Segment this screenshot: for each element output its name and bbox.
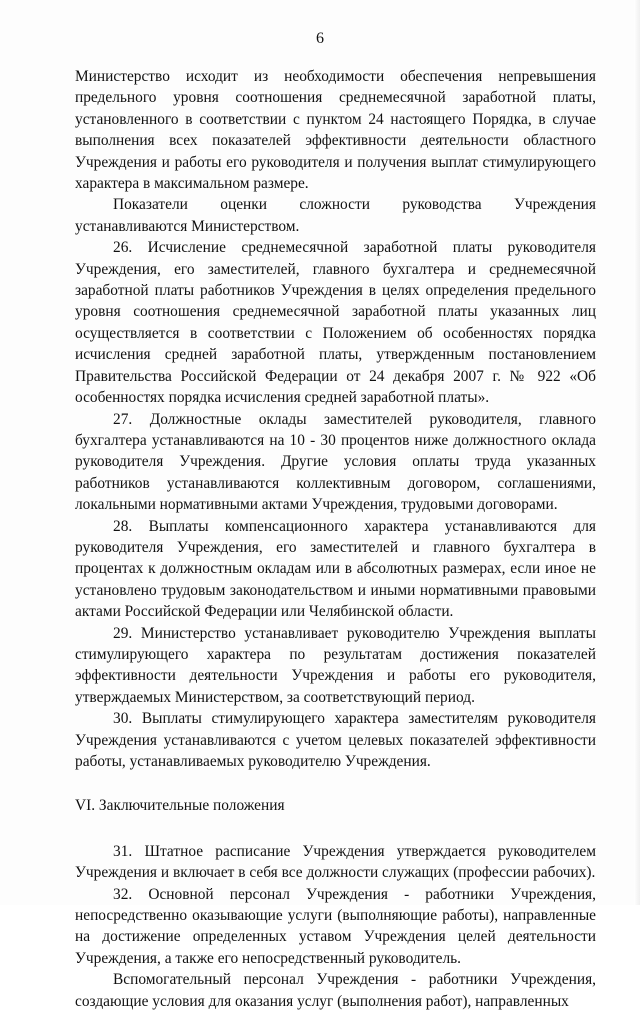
- paragraph-30: 30. Выплаты стимулирующего характера заместителям руководителя Учреждения устанавливаются с учетом целевых показателей эффективности работы, устанавливаемых руководителю Учреждения.: [75, 710, 596, 770]
- paragraph-continuation: Министерство исходит из необходимости обеспечения непревышения предельного уровня соотношения среднемесячной заработной платы, установленного в соответствии с пунктом 24 настоящего Порядка, в случае выполнения всех показателей эффективности деятельности областного Учреждения и работы его руководителя и получения выплат стимулирующего характера в максимальном размере.: [75, 68, 596, 193]
- paragraph-28: 28. Выплаты компенсационного характера устанавливаются для руководителя Учреждения, его заместителей и главного бухгалтера в процентах к должностным окладам или в абсолютных размерах, если иное не установлено трудовым законодательством и иными нормативными правовыми актами Российской Федерации или Челябинской области.: [75, 517, 596, 621]
- paragraph-32: 32. Основной персонал Учреждения - работники Учреждения, непосредственно оказывающие услуги (выполняющие работы), направленные на достижение определенных уставом Учреждения целей деятельности Учреждения, а также его непосредственный руководитель.: [75, 885, 596, 967]
- paragraph-29: 29. Министерство устанавливает руководителю Учреждения выплаты стимулирующего характера по результатам достижения показателей эффективности деятельности Учреждения и работы его руководителя, утверждаемых Министерством, за соответствующий период.: [75, 624, 596, 706]
- document-body: [75, 66, 596, 1012]
- scan-edge: [634, 0, 640, 905]
- section-heading: VI. Заключительные положения: [75, 797, 285, 815]
- paragraph-31: 31. Штатное расписание Учреждения утверждается руководителем Учреждения и включает в себя все должности служащих (профессии рабочих).: [75, 842, 596, 882]
- paragraph-27: 27. Должностные оклады заместителей руководителя, главного бухгалтера устанавливаются на 10 - 30 процентов ниже должностного оклада руководителя Учреждения. Другие условия оплаты труда указанных работников устанавливаются коллективным договором, соглашениями, локальными нормативными актами Учреждения, трудовыми договорами.: [75, 410, 596, 514]
- paragraph-auxiliary-staff: Вспомогательный персонал Учреждения - работники Учреждения, создающие условия для оказания услуг (выполнения работ), направленных: [75, 971, 596, 1010]
- page-number: 6: [316, 30, 324, 47]
- paragraph-26: 26. Исчисление среднемесячной заработной платы руководителя Учреждения, его заместителей, главного бухгалтера и среднемесячной заработной платы работников Учреждения в целях определения предельного уровня соотношения среднемесячной заработной платы указанных лиц осуществляется в соответствии с Положением об особенностях порядка исчисления средней заработной платы, утвержденным постановлением Правительства Российской Федерации от 24 декабря 2007 г. № 922 «Об особенностях порядка исчисления средней заработной платы».: [75, 239, 596, 407]
- paragraph-complexity-indicators: Показатели оценки сложности руководства Учреждения устанавливаются Министерством.: [75, 196, 596, 235]
